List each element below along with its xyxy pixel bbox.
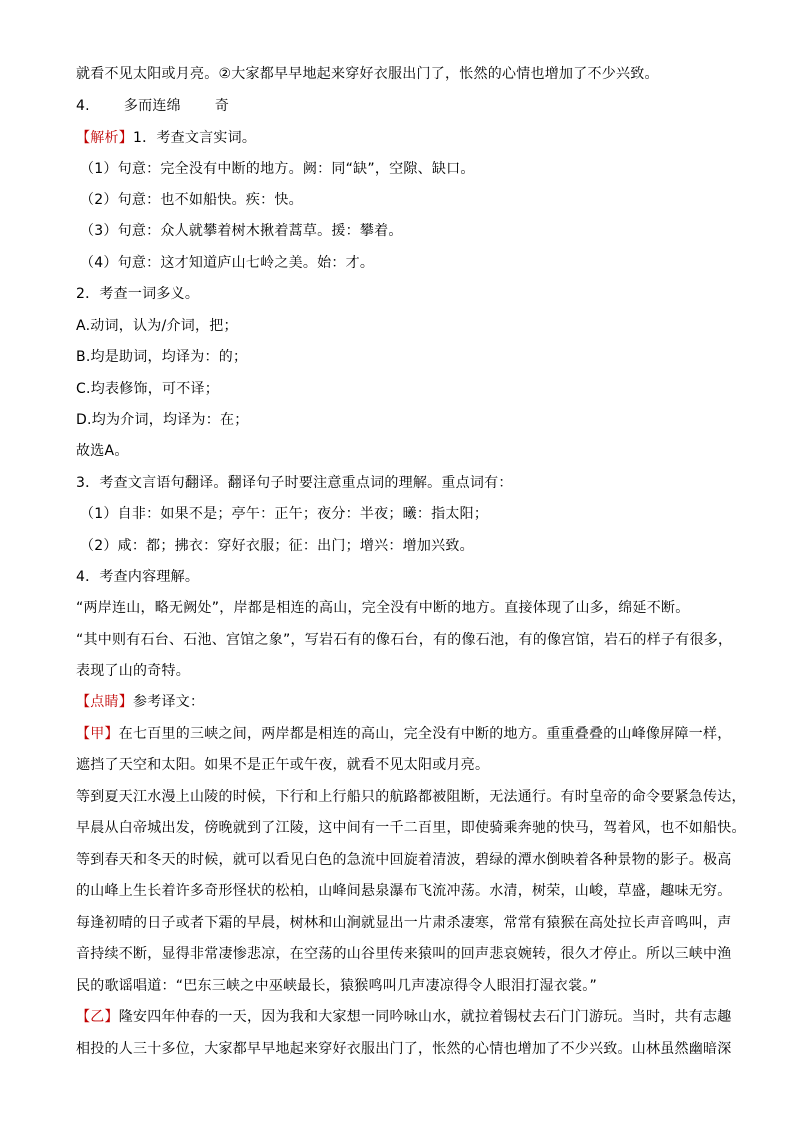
list-item: （3）句意：众人就攀着树木揪着蒿草。援：攀着。 <box>80 223 403 239</box>
tip-tag: 【点睛】 <box>76 694 133 710</box>
analysis-heading <box>76 128 256 148</box>
paragraph-line: 等到夏天江水漫上山陵的时候，下行和上行船只的航路都被阻断，无法通行。有时皇帝的命令要紧急传达， <box>76 789 746 805</box>
paragraph-line: 表现了山的奇特。 <box>76 663 190 679</box>
paragraph-line: “其中则有石台、石池、宫馆之象”，写岩石有的像石台，有的像石池，有的像宫馆，岩石的样子有很多， <box>76 632 733 648</box>
paragraph-line: 每逢初晴的日子或者下霜的早晨，树林和山涧就显出一片肃杀凄寒，常常有猿猴在高处拉长声音鸣叫，声 <box>76 915 732 931</box>
answer-number: 4. <box>76 98 90 114</box>
section-title: 2．考查一词多义。 <box>76 286 200 302</box>
paragraph-line: 遮挡了天空和太阳。如果不是正午或午夜，就看不见太阳或月亮。 <box>76 757 490 773</box>
paragraph-line: 民的歌谣唱道：“巴东三峡之中巫峡最长，猿猴鸣叫几声凄凉得令人眼泪打湿衣裳。” <box>76 978 598 994</box>
analysis-tag: 【解析】 <box>76 130 133 146</box>
answer-line-4 <box>76 96 229 116</box>
section-title: 3．考查文言语句翻译。翻译句子时要注意重点词的理解。重点词有： <box>76 475 513 491</box>
yi-first-text: 隆安四年仲春的一天，因为我和大家想一同吟咏山水，就拉着锡杖去石门门游玩。当时，共有志趣 <box>118 1009 732 1025</box>
jia-tag: 【甲】 <box>76 726 119 742</box>
paragraph-line: 音持续不断，显得非常凄惨悲凉，在空荡的山谷里传来猿叫的回声悲哀婉转，很久才停止。所以三峡中渔 <box>76 946 732 962</box>
paragraph-line: “两岸连山，略无阙处”，岸都是相连的高山，完全没有中断的地方。直接体现了山多，绵延不断。 <box>76 600 690 616</box>
yi-tag: 【乙】 <box>76 1009 119 1025</box>
paragraph-line: 早晨从白帝城出发，傍晚就到了江陵，这中间有一千二百里，即使骑乘奔驰的快马，驾着风，也不如船快。 <box>76 820 746 836</box>
list-item: （4）句意：这才知道庐山七岭之美。始：才。 <box>80 255 375 271</box>
section-title: 4．考查内容理解。 <box>76 569 200 585</box>
list-item: （1）句意：完全没有中断的地方。阙：同“缺”，空隙、缺口。 <box>80 161 475 177</box>
list-item: （1）自非：如果不是；亭午：正午；夜分：半夜；曦：指太阳； <box>80 506 489 522</box>
paragraph-line: 的山峰上生长着许多奇形怪状的松柏，山峰间悬泉瀑布飞流冲荡。水清，树荣，山峻，草盛，趣味无穷。 <box>76 883 732 899</box>
answer-part-b: 奇 <box>214 98 230 114</box>
paragraph-line: 相投的人三十多位，大家都早早地起来穿好衣服出门了，怅然的心情也增加了不少兴致。山林虽然幽暗深 <box>76 1041 732 1057</box>
list-item: B.均是助词，均译为：的； <box>76 349 248 365</box>
list-item: A.动词，认为/介词，把； <box>76 318 238 334</box>
answer-part-a: 多而连绵 <box>123 98 181 114</box>
analysis-text: 1．考查文言实词。 <box>133 130 257 146</box>
list-item: C.均表修饰，可不译； <box>76 381 219 397</box>
list-item: D.均为介词，均译为：在； <box>76 412 249 428</box>
tip-text: 参考译文： <box>133 694 205 710</box>
list-item: 故选A。 <box>76 443 129 459</box>
paragraph-line: 等到春天和冬天的时候，就可以看见白色的急流中回旋着清波，碧绿的潭水倒映着各种景物的影子。极高 <box>76 852 732 868</box>
translation-yi-first <box>76 1007 732 1027</box>
jia-first-text: 在七百里的三峡之间，两岸都是相连的高山，完全没有中断的地方。重重叠叠的山峰像屏障一样， <box>118 726 732 742</box>
translation-jia-first <box>76 724 732 744</box>
tip-heading <box>76 692 204 712</box>
list-item: （2）句意：也不如船快。疾：快。 <box>80 192 303 208</box>
list-item: （2）咸：都；拂衣：穿好衣服；征：出门；增兴：增加兴致。 <box>80 538 474 554</box>
paragraph-line: 就看不见太阳或月亮。②大家都早早地起来穿好衣服出门了，怅然的心情也增加了不少兴致。 <box>76 66 659 82</box>
